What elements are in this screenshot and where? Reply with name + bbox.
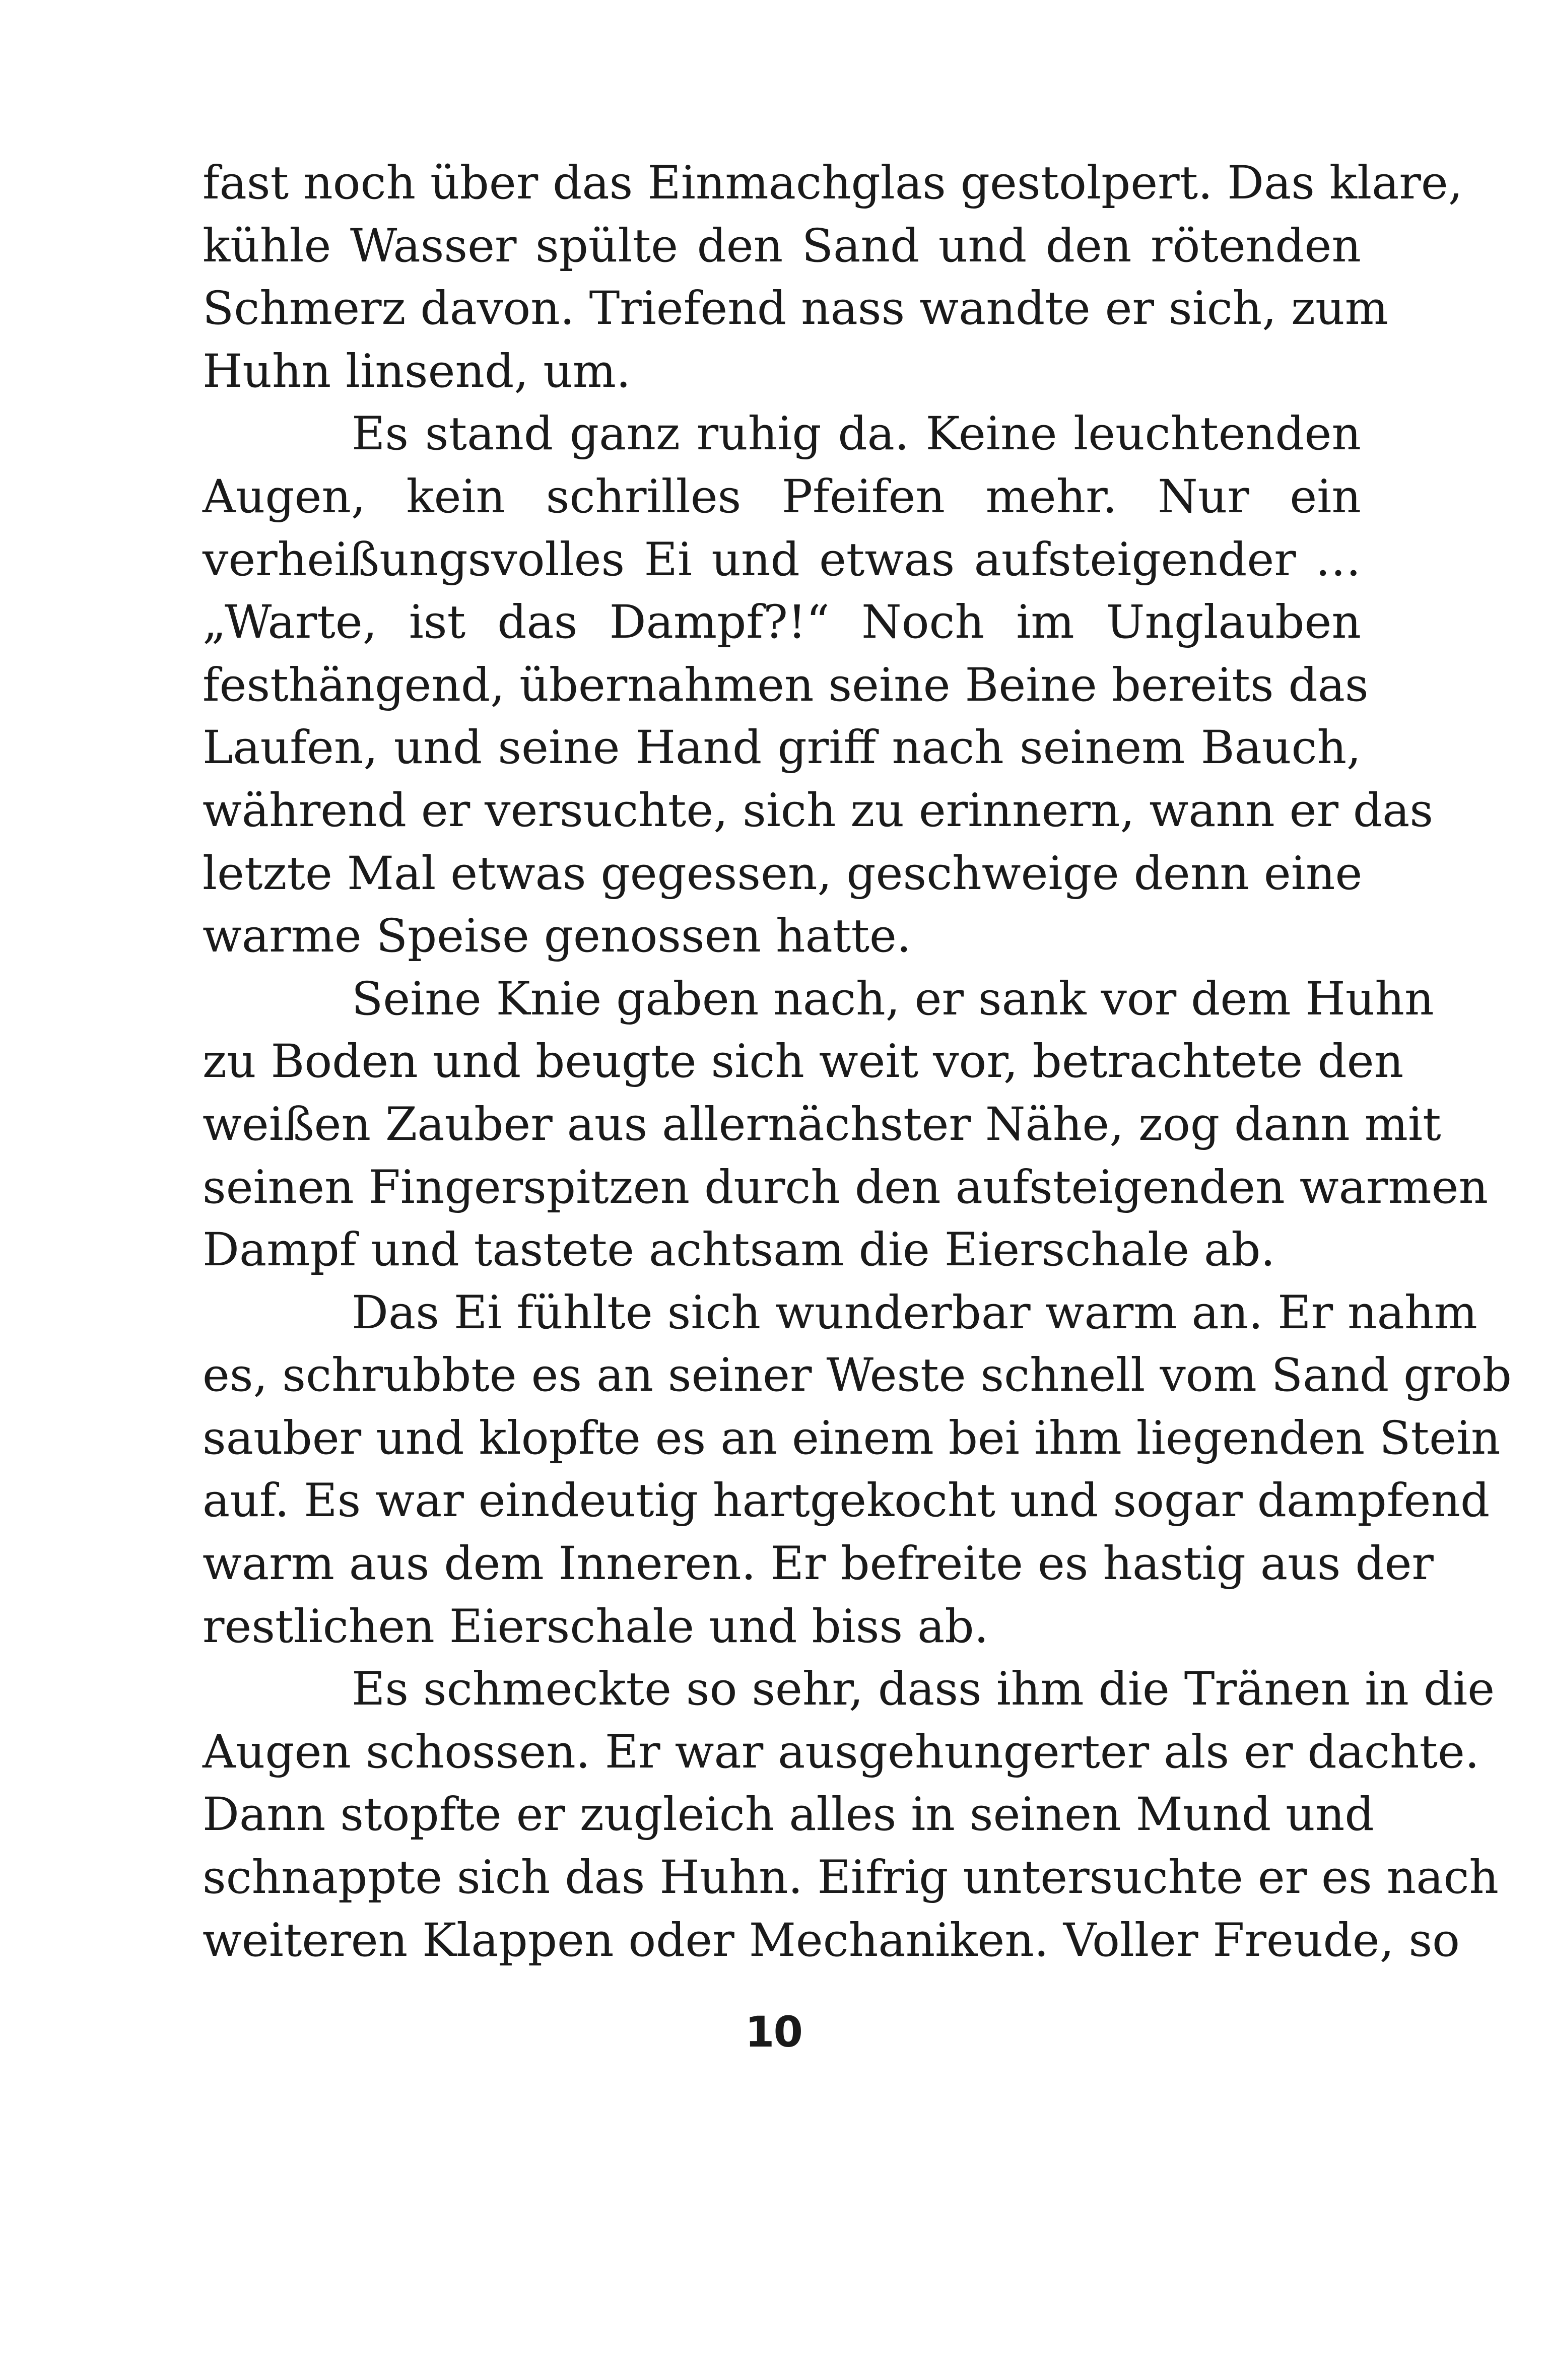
text-line: Schmerz davon. Triefend nass wandte er sich, zum	[203, 282, 1388, 335]
paragraph-4	[203, 1282, 1512, 1659]
text-line: weißen Zauber aus allernächster Nähe, zog dann mit	[203, 1098, 1441, 1151]
text-line: schnappte sich das Huhn. Eifrig untersuchte er es nach	[203, 1851, 1499, 1905]
text-line: sauber und klopfte es an einem bei ihm liegenden Stein	[203, 1411, 1501, 1465]
text-line: zu Boden und beugte sich weit vor, betrachtete den	[203, 1035, 1404, 1089]
text-line: Dampf und tastete achtsam die Eierschale ab.	[203, 1223, 1275, 1277]
text-line: Das Ei fühlte sich wunderbar warm an. Er nahm	[352, 1286, 1477, 1339]
text-line: verheißungsvolles Ei und etwas aufsteigender …	[203, 533, 1361, 586]
body-text	[203, 152, 1512, 1972]
text-line: Es stand ganz ruhig da. Keine leuchtenden	[352, 407, 1361, 461]
text-line: Huhn linsend, um.	[203, 345, 631, 398]
paragraph-1	[203, 152, 1463, 403]
text-line: warme Speise genossen hatte.	[203, 910, 911, 963]
text-line: Laufen, und seine Hand griff nach seinem Bauch,	[203, 721, 1361, 775]
text-line: warm aus dem Inneren. Er befreite es hastig aus der	[203, 1537, 1434, 1591]
text-line: Dann stopfte er zugleich alles in seinen Mund und	[203, 1788, 1374, 1842]
text-line: Augen, kein schrilles Pfeifen mehr. Nur ein	[203, 470, 1361, 523]
paragraph-2	[203, 403, 1434, 968]
paragraph-3	[203, 968, 1489, 1282]
text-line: letzte Mal etwas gegessen, geschweige denn eine	[203, 847, 1363, 900]
text-line: fast noch über das Einmachglas gestolpert. Das klare,	[203, 157, 1463, 210]
text-line: „Warte, ist das Dampf?!“ Noch im Unglauben	[203, 596, 1361, 649]
text-line: restlichen Eierschale und biss ab.	[203, 1600, 989, 1653]
paragraph-5	[203, 1658, 1499, 1972]
text-line: weiteren Klappen oder Mechaniken. Voller Freude, so	[203, 1914, 1460, 1967]
text-line: während er versuchte, sich zu erinnern, wann er das	[203, 784, 1434, 837]
text-line: kühle Wasser spülte den Sand und den rötenden	[203, 219, 1361, 273]
text-line: seinen Fingerspitzen durch den aufsteigenden warmen	[203, 1161, 1489, 1214]
page-number: 10	[745, 2007, 802, 2057]
text-line: es, schrubbte es an seiner Weste schnell vom Sand grob	[203, 1349, 1512, 1402]
text-line: auf. Es war eindeutig hartgekocht und sogar dampfend	[203, 1474, 1490, 1528]
text-line: Seine Knie gaben nach, er sank vor dem Huhn	[352, 972, 1434, 1026]
text-line: Es schmeckte so sehr, dass ihm die Tränen in die	[352, 1663, 1495, 1716]
text-line: Augen schossen. Er war ausgehungerter als er dachte.	[203, 1725, 1479, 1779]
text-line: festhängend, übernahmen seine Beine bereits das	[203, 658, 1369, 712]
